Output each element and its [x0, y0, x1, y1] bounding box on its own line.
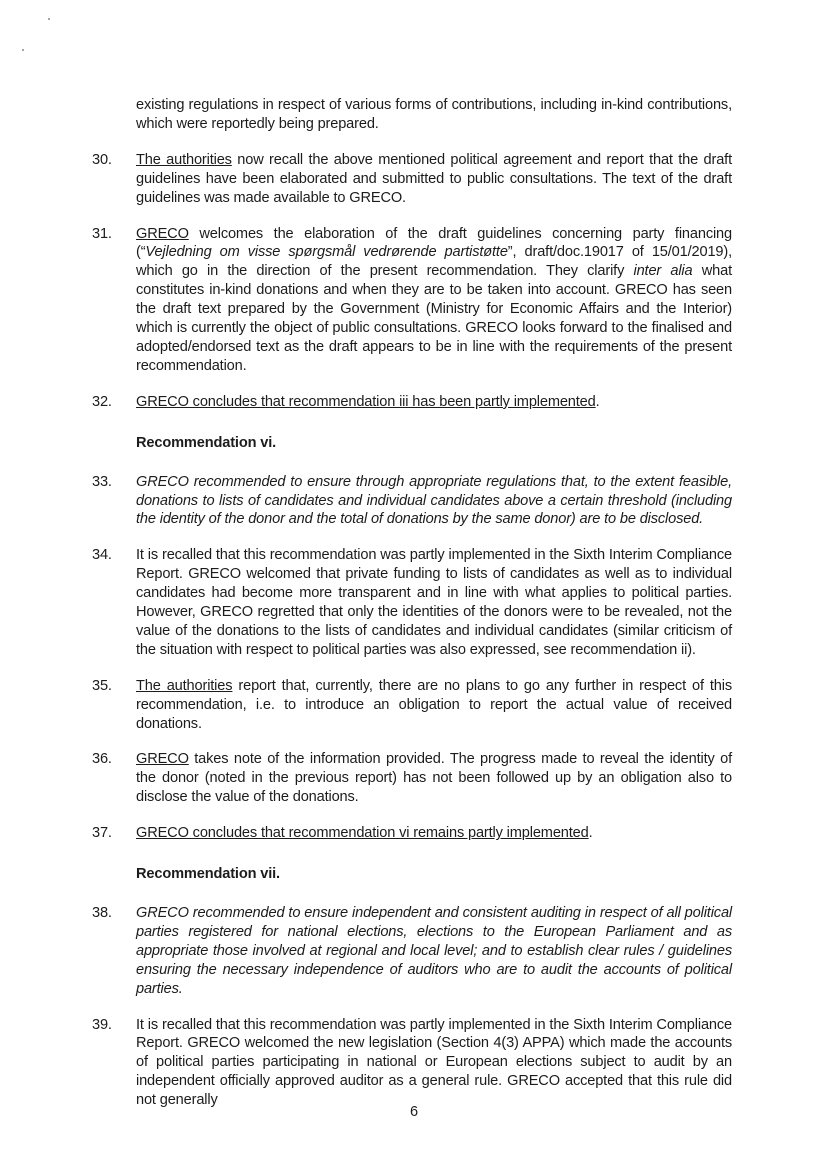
- paragraph-30: [92, 151, 732, 208]
- paragraph-number: 36.: [92, 751, 112, 768]
- paragraph-36: [92, 750, 732, 807]
- paragraph-number: 37.: [92, 825, 112, 842]
- section-heading: Recommendation vi.: [136, 434, 277, 451]
- paragraph-number: 31.: [92, 225, 112, 242]
- document-body: [92, 96, 732, 1127]
- conclusion-text: GRECO concludes that recommendation vi remains partly implemented: [136, 825, 589, 842]
- recommendation-text: GRECO recommended to ensure independent and consistent auditing in respect of all political parties registered for national elections, elections to the European Parliament and as appropriate those involved at regional and local level; and to establish clear rules / guidelines ensuring the necessary independence of auditors who are to audit the accounts of political parties.: [136, 905, 732, 997]
- paragraph-subject: The authorities: [136, 151, 232, 168]
- paragraph-text: report that, currently, there are no plans to go any further in respect of this recommendation, i.e. to introduce an obligation to report the actual value of received donations.: [136, 677, 732, 732]
- paragraph-text: It is recalled that this recommendation was partly implemented in the Sixth Interim Compliance Report. GRECO welcomed that private funding to lists of candidates as well as to individual candidates had become more transparent and in line with what applies to political parties. However, GRECO regretted that only the identities of the donors were to be revealed, not the value of the donations to the lists of candidates and individual candidates (similar criticism of the situation with respect to political parties was also expressed, see recommendation ii).: [136, 547, 732, 658]
- paragraph-text: ”, draft/doc.19017 of 15/01/2019), which go in the direction of the present recommendation. They clarify: [136, 244, 732, 280]
- paragraph-subject: GRECO: [136, 225, 189, 242]
- paragraph-number: 35.: [92, 677, 112, 694]
- paragraph-text: It is recalled that this recommendation was partly implemented in the Sixth Interim Compliance Report. GRECO welcomed the new legislation (Section 4(3) APPA) which made the accounts of political parties participating in national or European elections subject to audit by an independent officially approved auditor as a general rule. GRECO accepted that this rule did not generally: [136, 1016, 732, 1109]
- paragraph-number: 32.: [92, 393, 112, 410]
- conclusion-end: .: [595, 393, 600, 410]
- paragraph-text: now recall the above mentioned political agreement and report that the draft guidelines have been elaborated and submitted to public consultations. The text of the draft guidelines was made available to GRECO.: [136, 151, 732, 206]
- document-title: Vejledning om visse spørgsmål vedrørende partistøtte: [145, 244, 508, 261]
- paragraph-subject: The authorities: [136, 677, 233, 694]
- paragraph-subject: GRECO: [136, 751, 189, 768]
- section-heading: Recommendation vii.: [136, 866, 280, 883]
- paragraph-number: 30.: [92, 151, 112, 168]
- recommendation-text: GRECO recommended to ensure through appropriate regulations that, to the extent feasible, donations to lists of candidates and individual candidates above a certain threshold (including the identity of the donor and the total of donations by the same donor) are to be disclosed.: [136, 473, 732, 528]
- paragraph-text: what constitutes in-kind donations and when they are to be taken into account. GRECO has seen the draft text prepared by the Government (Ministry for Economic Affairs and the Interior) which is currently the object of public consultations. GRECO looks forward to the finalised and adopted/endorsed text as the draft appears to be in line with the requirements of the present recommendation.: [136, 263, 732, 374]
- conclusion-end: .: [588, 825, 593, 842]
- paragraph-38: [92, 904, 732, 999]
- paragraph-34: [92, 546, 732, 659]
- paragraph-number: 39.: [92, 1016, 112, 1033]
- paragraph-text: takes note of the information provided. The progress made to reveal the identity of the donor (noted in the previous report) has not been followed up by an obligation also to disclose the value of the donations.: [136, 751, 732, 806]
- paragraph-32: [92, 393, 732, 412]
- paragraph-37: [92, 824, 732, 843]
- paragraph-31: [92, 225, 732, 376]
- paragraph-39: [92, 1016, 732, 1111]
- paragraph-35: [92, 677, 732, 734]
- latin-phrase: inter alia: [633, 263, 693, 280]
- page-number: 6: [409, 1104, 419, 1120]
- paragraph-text: welcomes the elaboration of the draft guidelines concerning party financing (“: [136, 225, 732, 261]
- conclusion-text: GRECO concludes that recommendation iii has been partly implemented: [136, 393, 596, 410]
- paragraph-number: 33.: [92, 473, 112, 490]
- paragraph-number: 38.: [92, 905, 112, 921]
- paragraph-number: 34.: [92, 547, 112, 564]
- paragraph-33: [92, 473, 732, 530]
- continued-paragraph: existing regulations in respect of various forms of contributions, including in-kind contributions, which were reportedly being prepared.: [136, 97, 732, 132]
